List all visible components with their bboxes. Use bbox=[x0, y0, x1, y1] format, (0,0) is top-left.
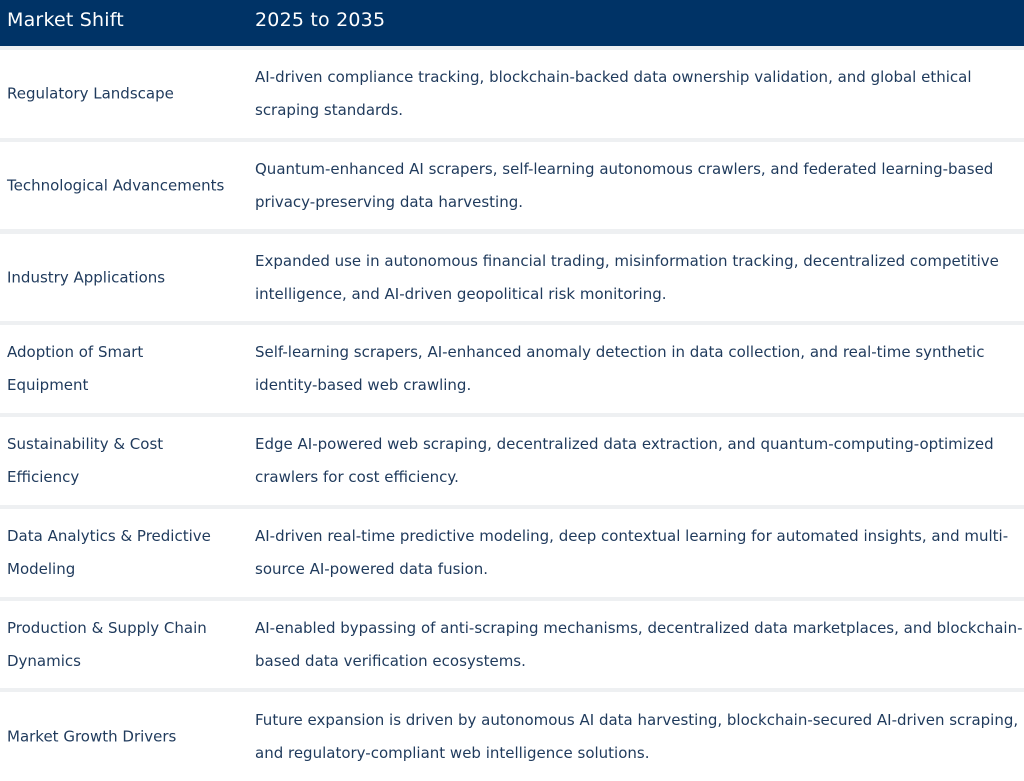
table-row bbox=[0, 142, 1024, 229]
row-description bbox=[255, 520, 1024, 586]
row-description-line: and regulatory-compliant web intelligence solutions. bbox=[255, 743, 650, 762]
row-label-line: Industry Applications bbox=[7, 268, 166, 286]
row-label bbox=[7, 612, 242, 678]
table-row bbox=[0, 234, 1024, 321]
row-description-line: scraping standards. bbox=[255, 101, 404, 119]
row-label bbox=[7, 169, 242, 202]
row-description-line: privacy-preserving data harvesting. bbox=[255, 192, 524, 211]
row-label-line: Production & Supply Chain bbox=[7, 618, 207, 637]
row-label-line: Technological Advancements bbox=[7, 176, 225, 194]
row-label-line: Regulatory Landscape bbox=[7, 84, 174, 103]
row-label-line: Efficiency bbox=[7, 468, 80, 486]
table-row bbox=[0, 601, 1024, 688]
row-description-line: crawlers for cost efficiency. bbox=[255, 468, 459, 486]
row-description-line: AI-driven real-time predictive modeling, deep contextual learning for automated insights, and multi- bbox=[255, 527, 1009, 545]
row-description-line: Self-learning scrapers, AI-enhanced anomaly detection in data collection, and real-time synthetic bbox=[255, 343, 985, 361]
table-row bbox=[0, 417, 1024, 505]
row-label-line: Adoption of Smart bbox=[7, 343, 144, 361]
row-label-line: Market Growth Drivers bbox=[7, 727, 177, 745]
table-row bbox=[0, 509, 1024, 597]
row-description bbox=[255, 336, 1024, 402]
row-label-line: Sustainability & Cost bbox=[7, 435, 164, 453]
row-label bbox=[7, 261, 242, 294]
row-description-line: Future expansion is driven by autonomous AI data harvesting, blockchain-secured AI-driven scraping, bbox=[255, 710, 1019, 729]
row-label bbox=[7, 720, 242, 753]
row-description-line: identity-based web crawling. bbox=[255, 376, 472, 394]
row-label bbox=[7, 520, 242, 586]
row-description-line: Quantum-enhanced AI scrapers, self-learning autonomous crawlers, and federated learning-based bbox=[255, 159, 994, 178]
row-label-line: Equipment bbox=[7, 376, 89, 394]
row-label bbox=[7, 428, 242, 494]
row-description-line: based data verification ecosystems. bbox=[255, 651, 526, 670]
row-description-line: intelligence, and AI-driven geopolitical risk monitoring. bbox=[255, 284, 667, 303]
row-description bbox=[255, 704, 1024, 770]
row-label-line: Dynamics bbox=[7, 651, 81, 670]
row-description bbox=[255, 61, 1024, 127]
table-row bbox=[0, 692, 1024, 781]
row-description-line: AI-enabled bypassing of anti-scraping mechanisms, decentralized data marketplaces, and blockchain- bbox=[255, 618, 1023, 637]
table-row bbox=[0, 325, 1024, 413]
table-header bbox=[0, 0, 1024, 46]
header-market-shift: Market Shift bbox=[7, 9, 124, 31]
header-period: 2025 to 2035 bbox=[255, 9, 386, 31]
row-description bbox=[255, 245, 1024, 311]
row-label bbox=[7, 336, 242, 402]
row-description bbox=[255, 612, 1024, 678]
table-row bbox=[0, 50, 1024, 138]
row-label-line: Modeling bbox=[7, 560, 76, 578]
row-description-line: AI-driven compliance tracking, blockchain-backed data ownership validation, and global ethical bbox=[255, 68, 972, 86]
row-description bbox=[255, 428, 1024, 494]
row-description bbox=[255, 153, 1024, 219]
row-label-line: Data Analytics & Predictive bbox=[7, 527, 211, 545]
row-description-line: source AI-powered data fusion. bbox=[255, 560, 489, 578]
row-description-line: Expanded use in autonomous financial trading, misinformation tracking, decentralized competitive bbox=[255, 251, 999, 270]
row-description-line: Edge AI-powered web scraping, decentralized data extraction, and quantum-computing-optimized bbox=[255, 435, 994, 453]
row-label bbox=[7, 78, 242, 111]
